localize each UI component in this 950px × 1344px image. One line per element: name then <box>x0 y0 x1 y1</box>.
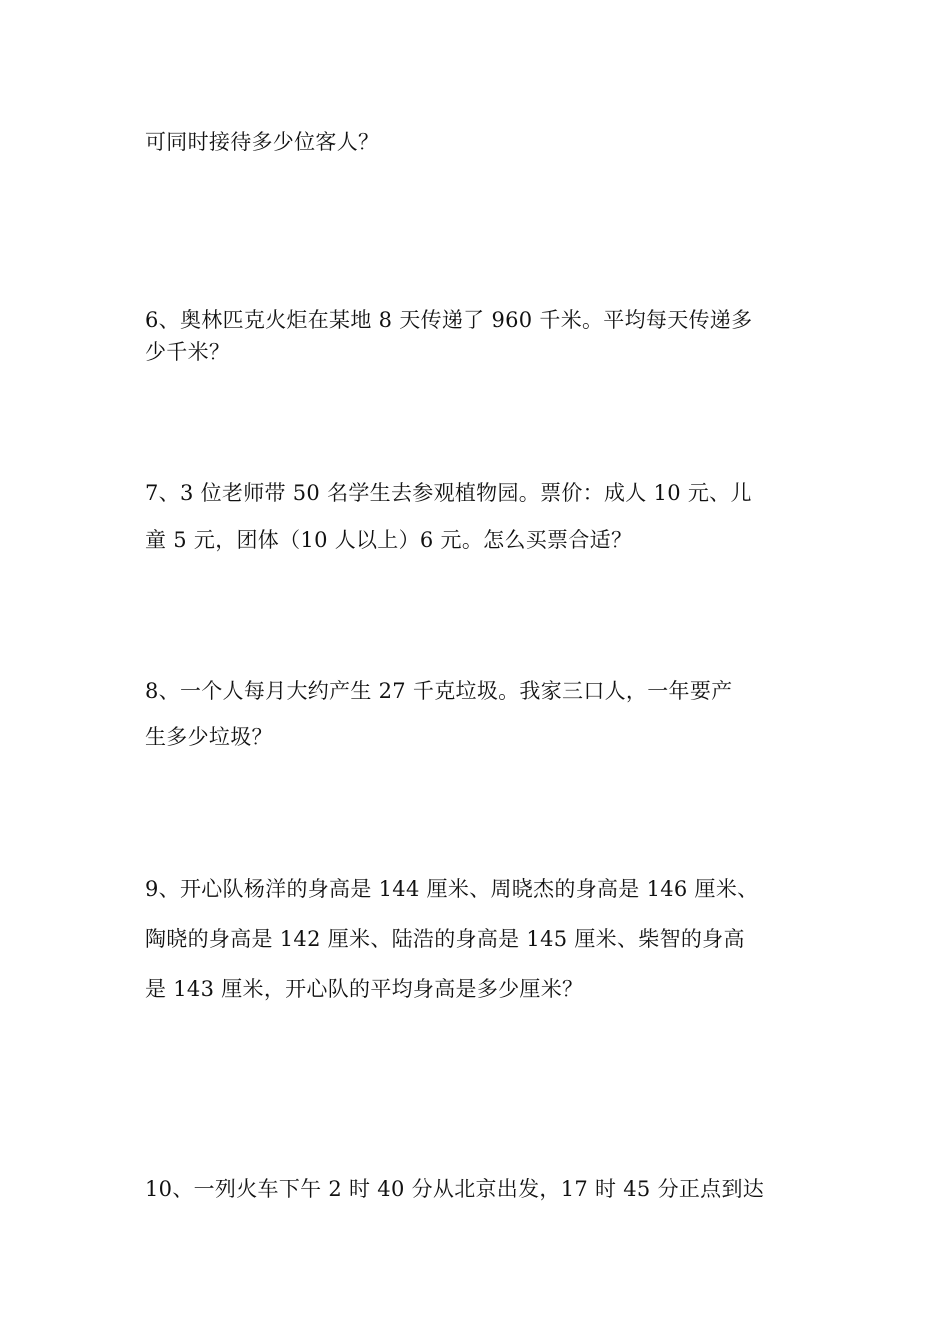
problem-10-line-1: 10、一列火车下午 2 时 40 分从北京出发，17 时 45 分正点到达 <box>145 1177 765 1201</box>
problem-6-line-2: 少千米？ <box>145 340 231 364</box>
problem-9-line-2: 陶晓的身高是 142 厘米、陆浩的身高是 145 厘米、柴智的身高 <box>145 927 745 951</box>
problem-8-line-2: 生多少垃圾？ <box>145 725 273 749</box>
problem-9-line-3: 是 143 厘米，开心队的平均身高是多少厘米？ <box>145 977 584 1001</box>
problem-5-continuation: 可同时接待多少位客人？ <box>145 130 380 154</box>
problem-7-line-1: 7、3 位老师带 50 名学生去参观植物园。票价：成人 10 元、儿 <box>145 481 752 505</box>
problem-6-line-1: 6、奥林匹克火炬在某地 8 天传递了 960 千米。平均每天传递多 <box>145 308 753 332</box>
problem-9-line-1: 9、开心队杨洋的身高是 144 厘米、周晓杰的身高是 146 厘米、 <box>145 877 759 901</box>
problem-8-line-1: 8、一个人每月大约产生 27 千克垃圾。我家三口人，一年要产 <box>145 679 733 703</box>
problem-7-line-2: 童 5 元，团体（10 人以上）6 元。怎么买票合适？ <box>145 528 633 552</box>
